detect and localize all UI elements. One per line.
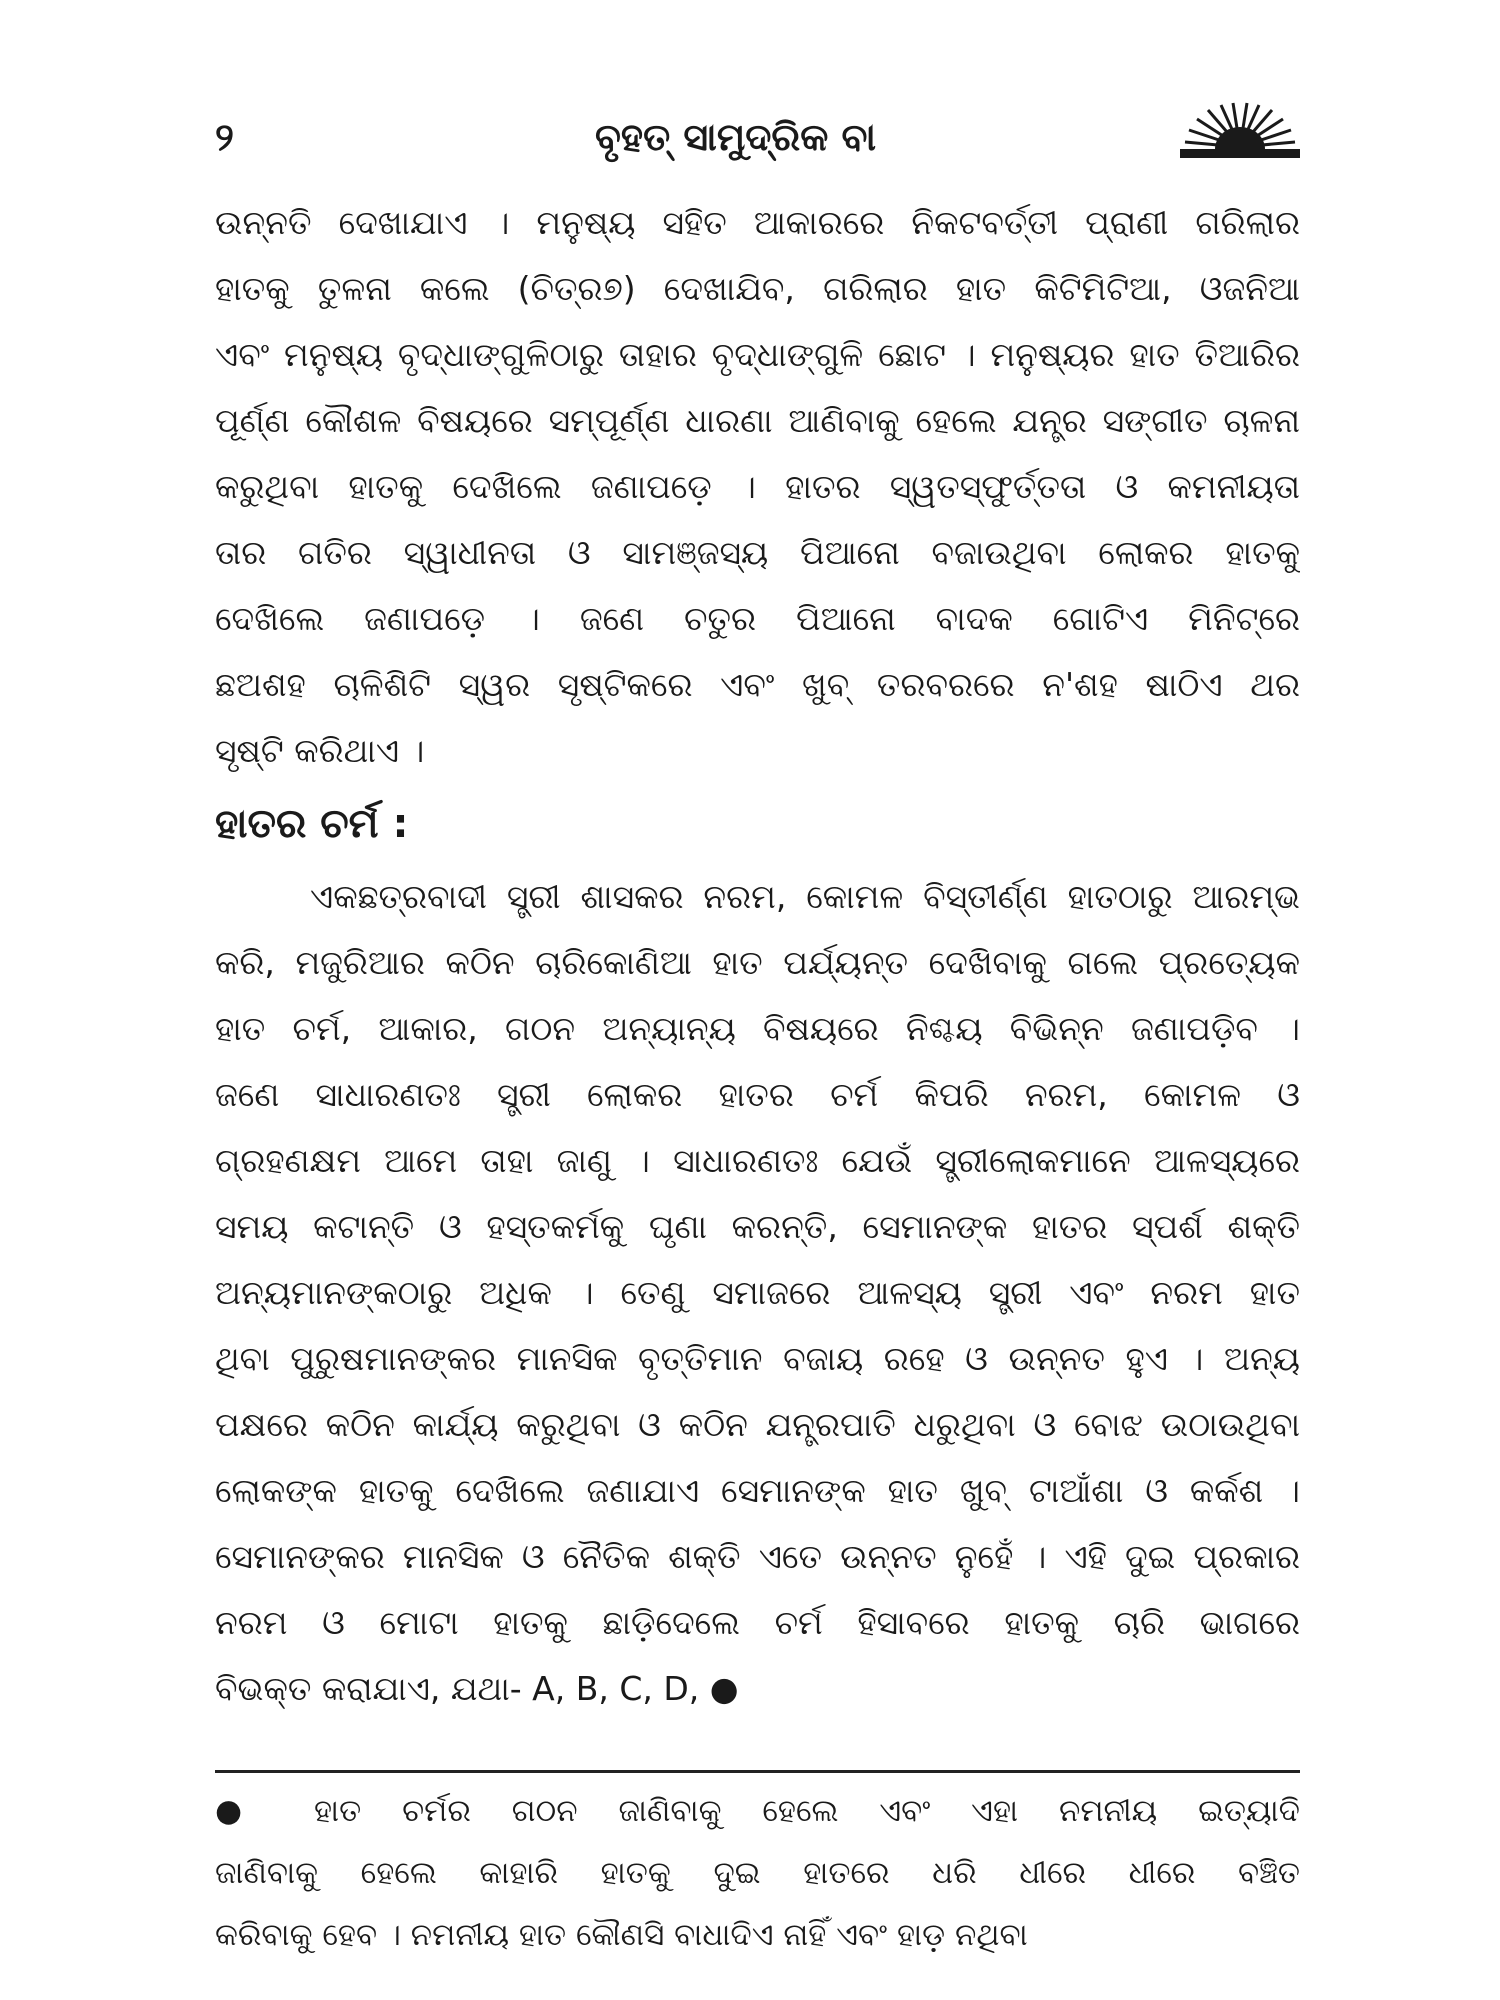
text-line: ଲୋକଙ୍କ ହାତକୁ ଦେଖିଲେ ଜଣାଯାଏ ସେମାନଙ୍କ ହାତ ଖୁବ୍ ଟାଆଁଶା ଓ କର୍କଶ । (215, 1471, 1300, 1510)
text-line: କରୁଥିବା ହାତକୁ ଦେଖିଲେ ଜଣାପଡ଼େ । ହାତର ସ୍ୱତସ୍ଫୁର୍ତ୍ତତା ଓ କମନୀୟତା (215, 467, 1300, 506)
page-number: ୨ (215, 115, 234, 159)
text-line: ତାର ଗତିର ସ୍ୱାଧୀନତା ଓ ସାମଞ୍ଜସ୍ୟ ପିଆନୋ ବଜାଉଥିବା ଲୋକର ହାତକୁ (215, 533, 1300, 572)
footnote (215, 1780, 1300, 1966)
text-line: ପକ୍ଷରେ କଠିନ କାର୍ଯ୍ୟ କରୁଥିବା ଓ କଠିନ ଯନ୍ତ୍ରପାତି ଧରୁଥିବା ଓ ବୋଝ ଉଠାଉଥିବା (215, 1405, 1300, 1444)
text-line: ଜଣେ ସାଧାରଣତଃ ସ୍ତ୍ରୀ ଲୋକର ହାତର ଚର୍ମ କିପରି ନରମ, କୋମଳ ଓ (215, 1075, 1300, 1114)
text-line: ସୃଷ୍ଟି କରିଥାଏ । (215, 731, 425, 770)
text-line: ଏବଂ ମନୁଷ୍ୟ ବୃଦ୍ଧାଙ୍ଗୁଳିଠାରୁ ତାହାର ବୃଦ୍ଧାଙ୍ଗୁଳି ଛୋଟ । ମନୁଷ୍ୟର ହାତ ତିଆରିର (215, 335, 1300, 374)
text-line: ବିଭକ୍ତ କରାଯାଏ, ଯଥା- A, B, C, D, ● (215, 1669, 739, 1708)
footnote-divider (215, 1770, 1300, 1773)
text-line: ନରମ ଓ ମୋଟା ହାତକୁ ଛାଡ଼ିଦେଲେ ଚର୍ମ ହିସାବରେ ହାତକୁ ଚାରି ଭାଗରେ (215, 1603, 1300, 1642)
footnote-line: ● ହାତ ଚର୍ମର ଗଠନ ଜାଣିବାକୁ ହେଲେ ଏବଂ ଏହା ନମନୀୟ ଇତ୍ୟାଦି (215, 1793, 1300, 1829)
main-text (215, 190, 1300, 1722)
text-line: ଦେଖିଲେ ଜଣାପଡ଼େ । ଜଣେ ଚତୁର ପିଆନୋ ବାଦକ ଗୋଟିଏ ମିନିଟ୍‌ରେ (215, 599, 1300, 638)
text-line: ହାତକୁ ତୁଳନା କଲେ (ଚିତ୍ର୭) ଦେଖାଯିବ, ଗରିଲାର ହାତ କିଟିମିଟିଆ, ଓଜନିଆ (215, 269, 1300, 308)
running-title: ବୃହତ୍ ସାମୁଦ୍ରିକ ବା (595, 115, 877, 159)
text-line: ଅନ୍ୟମାନଙ୍କଠାରୁ ଅଧିକ । ତେଣୁ ସମାଜରେ ଆଳସ୍ୟ ସ୍ତ୍ରୀ ଏବଂ ନରମ ହାତ (215, 1273, 1300, 1312)
page-header (215, 102, 1300, 172)
footnote-line: କରିବାକୁ ହେବ । ନମନୀୟ ହାତ କୌଣସି ବାଧାଦିଏ ନାହିଁ ଏବଂ ହାଡ଼ ନଥିବା (215, 1917, 1028, 1953)
sun-logo-icon (1175, 102, 1305, 162)
text-line: ଗ୍ରହଣକ୍ଷମ ଆମେ ତାହା ଜାଣୁ । ସାଧାରଣତଃ ଯେଉଁ ସ୍ତ୍ରୀଲୋକମାନେ ଆଳସ୍ୟରେ (215, 1141, 1300, 1180)
footnote-line: ଜାଣିବାକୁ ହେଲେ କାହାରି ହାତକୁ ଦୁଇ ହାତରେ ଧରି ଧୀରେ ଧୀରେ ବଞ୍ଚିତ (215, 1855, 1300, 1891)
text-line: କରି, ମଜୁରିଆର କଠିନ ଚାରିକୋଣିଆ ହାତ ପର୍ଯ୍ୟନ୍ତ ଦେଖିବାକୁ ଗଲେ ପ୍ରତ୍ୟେକ (215, 943, 1300, 982)
text-line: ସମୟ କଟାନ୍ତି ଓ ହସ୍ତକର୍ମକୁ ଘୃଣା କରନ୍ତି, ସେମାନଙ୍କ ହାତର ସ୍ପର୍ଶ ଶକ୍ତି (215, 1207, 1300, 1246)
text-line: ଛଅଶହ ଚାଳିଶିଟି ସ୍ୱର ସୃଷ୍ଟିକରେ ଏବଂ ଖୁବ୍ ତରବରରେ ନ'ଶହ ଷାଠିଏ ଥର (215, 665, 1300, 704)
section-heading: ହାତର ଚର୍ମ : (215, 801, 409, 847)
text-line: ହାତ ଚର୍ମ, ଆକାର, ଗଠନ ଅନ୍ୟାନ୍ୟ ବିଷୟରେ ନିଶ୍ଚୟ ବିଭିନ୍ନ ଜଣାପଡ଼ିବ । (215, 1009, 1300, 1048)
text-line: ଥିବା ପୁରୁଷମାନଙ୍କର ମାନସିକ ବୃତ୍ତିମାନ ବଜାୟ ରହେ ଓ ଉନ୍ନତ ହୁଏ । ଅନ୍ୟ (215, 1339, 1300, 1378)
text-line: ସେମାନଙ୍କର ମାନସିକ ଓ ନୈତିକ ଶକ୍ତି ଏତେ ଉନ୍ନତ ନୁହେଁ । ଏହି ଦୁଇ ପ୍ରକାର (215, 1537, 1300, 1576)
text-line: ପୂର୍ଣ୍ଣ କୌଶଳ ବିଷୟରେ ସମ୍ପୂର୍ଣ୍ଣ ଧାରଣା ଆଣିବାକୁ ହେଲେ ଯନ୍ତ୍ର ସଙ୍ଗୀତ ଚାଳନା (215, 401, 1300, 440)
text-line: ଏକଛତ୍ରବାଦୀ ସ୍ତ୍ରୀ ଶାସକର ନରମ, କୋମଳ ବିସ୍ତୀର୍ଣ୍ଣ ହାତଠାରୁ ଆରମ୍ଭ (310, 877, 1300, 916)
text-line: ଉନ୍ନତି ଦେଖାଯାଏ । ମନୁଷ୍ୟ ସହିତ ଆକାରରେ ନିକଟବର୍ତ୍ତୀ ପ୍ରାଣୀ ଗରିଲାର (215, 203, 1300, 242)
